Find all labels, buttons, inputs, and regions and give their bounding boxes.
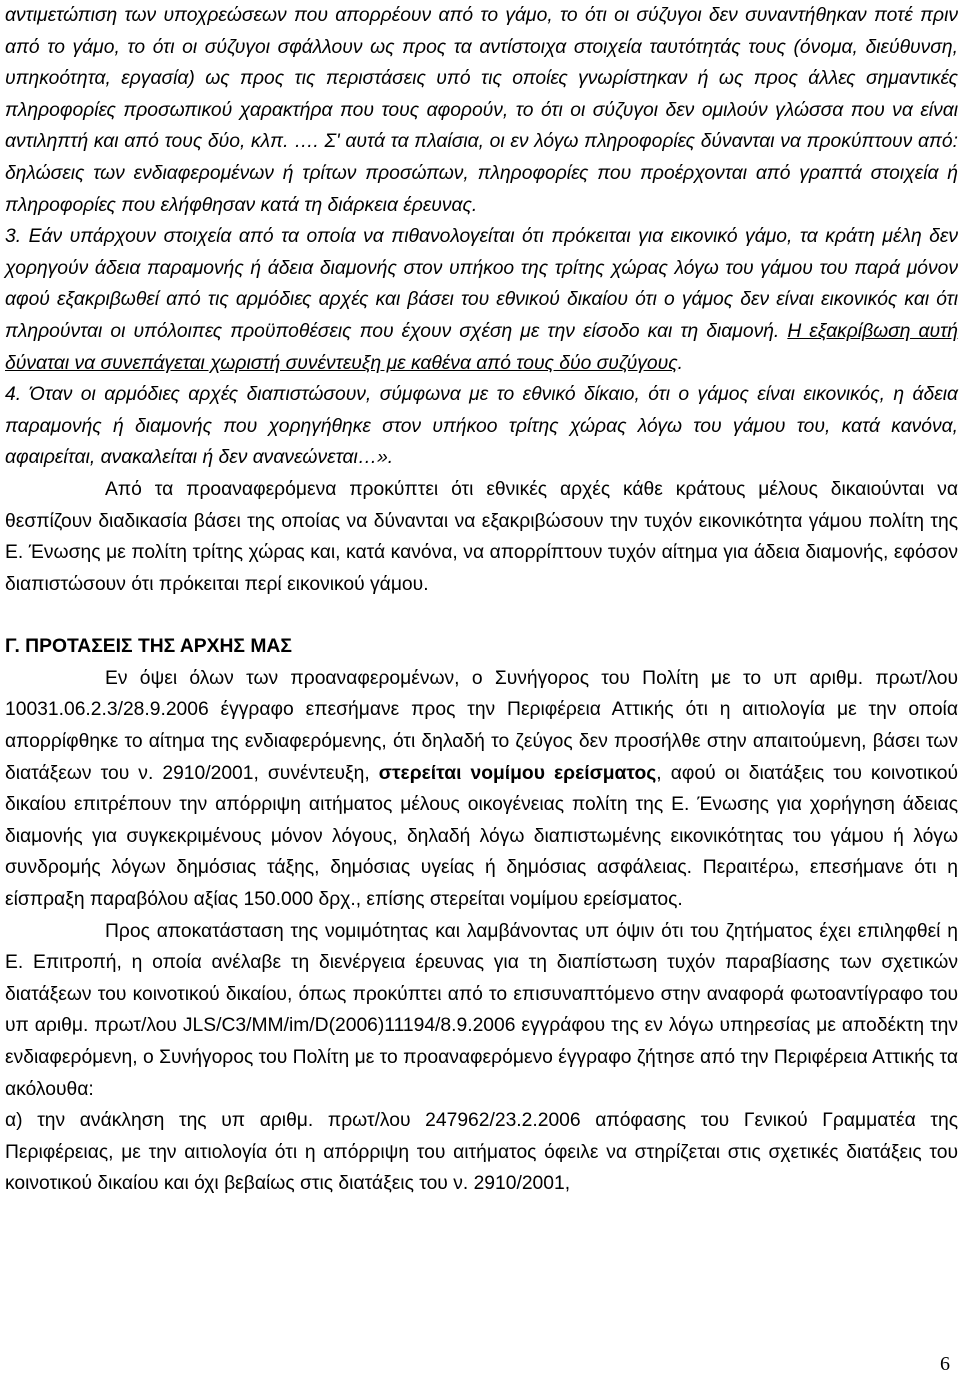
paragraph-text: Εν όψει όλων των προαναφερομένων, ο Συνήγορος του Πολίτη με το υπ αριθμ. πρωτ/λου 10031.06.2.3/28.9.2006 έγγραφο επεσήμανε προς την Περιφέρεια Αττικής ότι η αιτιολογία με την οποία απορρίφθηκε το αίτημα της ενδιαφερόμενης, ότι δηλαδή το ζεύγος δεν προσήλθε στην απαιτούμενη, βάσει των διατάξεων του ν. 2910/2001, συνέντευξη, (5, 667, 958, 784)
paragraph-proposals (5, 663, 958, 916)
bold-text: στερείται νομίμου ερείσματος (378, 762, 657, 784)
paragraph-continued (5, 0, 958, 221)
paragraph-text: α) την ανάκληση της υπ αριθμ. πρωτ/λου 247962/23.2.2006 απόφασης του Γενικού Γραμματέα της Περιφέρειας, με την αιτιολογία ότι η απόρριψη του αιτήματος όφειλε να στηρίζεται στις σχετικές διατάξεις του κοινοτικού δικαίου και όχι βεβαίως στις διατάξεις του ν. 2910/2001, (5, 1110, 958, 1195)
page-number: 6 (940, 1353, 950, 1375)
underlined-text: Η εξακρίβωση αυτή δύναται να συνεπάγεται χωριστή συνέντευξη με καθένα από τους δύο συζύγους (5, 320, 959, 374)
paragraph-conclusion (5, 474, 958, 600)
document-page (5, 0, 958, 1200)
paragraph-text: Προς αποκατάσταση της νομιμότητας και λαμβάνοντας υπ όψιν ότι του ζητήματος έχει επιληφθεί η Ε. Επιτροπή, η οποία ανέλαβε τη διενέργεια έρευνας για τη διαπίστωση τυχόν παραβίασης των σχετικών διατάξεων του κοινοτικού δικαίου, όπως προκύπτει από το επισυναπτόμενο στην αναφορά φωτοαντίγραφο του υπ αριθμ. πρωτ/λου JLS/C3/MM/im/D(2006)11194/8.9.2006 εγγράφου της εν λόγω υπηρεσίας με αποδέκτη την ενδιαφερόμενη, ο Συνήγορος του Πολίτη με το προαναφερόμενο έγγραφο ζήτησε από την Περιφέρεια Αττικής τα ακόλουθα: (5, 920, 958, 1100)
section-heading (5, 631, 958, 663)
paragraph-restoration (5, 916, 958, 1106)
paragraph-text: 4. Όταν οι αρμόδιες αρχές διαπιστώσουν, σύμφωνα με το εθνικό δίκαιο, ότι ο γάμος είναι εικονικός, η άδεια παραμονής ή διαμονής που χορηγήθηκε στον υπήκοο τρίτης χώρας λόγω του γάμου του, κατά κανόνα, αφαιρείται, ανακαλείται ή δεν ανανεώνεται…». (5, 384, 958, 469)
heading-text: Γ. ΠΡΟΤΑΣΕΙΣ ΤΗΣ ΑΡΧΗΣ ΜΑΣ (5, 636, 292, 658)
paragraph-text-end: . (677, 352, 683, 374)
paragraph-point-4 (5, 379, 958, 474)
paragraph-text-cont: , αφού οι διατάξεις του κοινοτικού δικαίου επιτρέπουν την απόρριψη αιτήματος μέλους οικογένειας πολίτη της Ε. Ένωσης για χορήγηση άδειας διαμονής για συγκεκριμένους μόνον λόγους, δηλαδή λόγω διαπιστωμένης εικονικότητας του γάμου ή λόγω συνδρομής λόγων δημόσιας τάξης, δημόσιας υγείας ή δημόσιας ασφάλειας. Περαιτέρω, επεσήμανε ότι η είσπραξη παραβόλου αξίας 150.000 δρχ., επίσης στερείται νομίμου ερείσματος. (5, 762, 958, 911)
paragraph-text: αντιμετώπιση των υποχρεώσεων που απορρέουν από το γάμο, το ότι οι σύζυγοι δεν συναντήθηκαν ποτέ πριν από το γάμο, το ότι οι σύζυγοι σφάλλουν ως προς τα αντίστοιχα στοιχεία ταυτότητάς τους (όνομα, διεύθυνση, υπηκοότητα, εργασία) ως προς τις περιστάσεις υπό τις οποίες γνωρίστηκαν ή ως προς άλλες σημαντικές πληροφορίες προσωπικού χαρακτήρα που τους αφορούν, το ότι οι σύζυγοι δεν ομιλούν γλώσσα που να είναι αντιληπτή και από τους δύο, κλπ. …. Σ' αυτά τα πλαίσια, οι εν λόγω πληροφορίες δύνανται να προκύπτουν από: δηλώσεις των ενδιαφερομένων ή τρίτων προσώπων, πληροφορίες που προέρχονται από γραπτά στοιχεία ή πληροφορίες που ελήφθησαν κατά τη διάρκεια έρευνας. (5, 5, 958, 216)
paragraph-text: Από τα προαναφερόμενα προκύπτει ότι εθνικές αρχές κάθε κράτους μέλους δικαιούνται να θεσπίζουν διαδικασία βάσει της οποίας να δύνανται να εξακριβώσουν την τυχόν εικονικότητα γάμου πολίτη της Ε. Ένωσης με πολίτη τρίτης χώρας και, κατά κανόνα, να απορρίπτουν τυχόν αίτημα για άδεια διαμονής, εφόσον διαπιστώσουν ότι πρόκειται περί εικονικού γάμου. (5, 478, 958, 595)
paragraph-item-a (5, 1105, 958, 1200)
paragraph-point-3 (5, 221, 958, 379)
paragraph-text: 3. Εάν υπάρχουν στοιχεία από τα οποία να πιθανολογείται ότι πρόκειται για εικονικό γάμο, τα κράτη μέλη δεν χορηγούν άδεια παραμονής ή άδεια διαμονής στον υπήκοο της τρίτης χώρας λόγω του γάμου του παρά μόνον αφού εξακριβωθεί από τις αρμόδιες αρχές και βάσει του εθνικού δικαίου ότι ο γάμος δεν είναι εικονικός και ότι πληρούνται οι υπόλοιπες προϋποθέσεις που έχουν σχέση με την είσοδο και τη διαμονή. (5, 226, 958, 342)
